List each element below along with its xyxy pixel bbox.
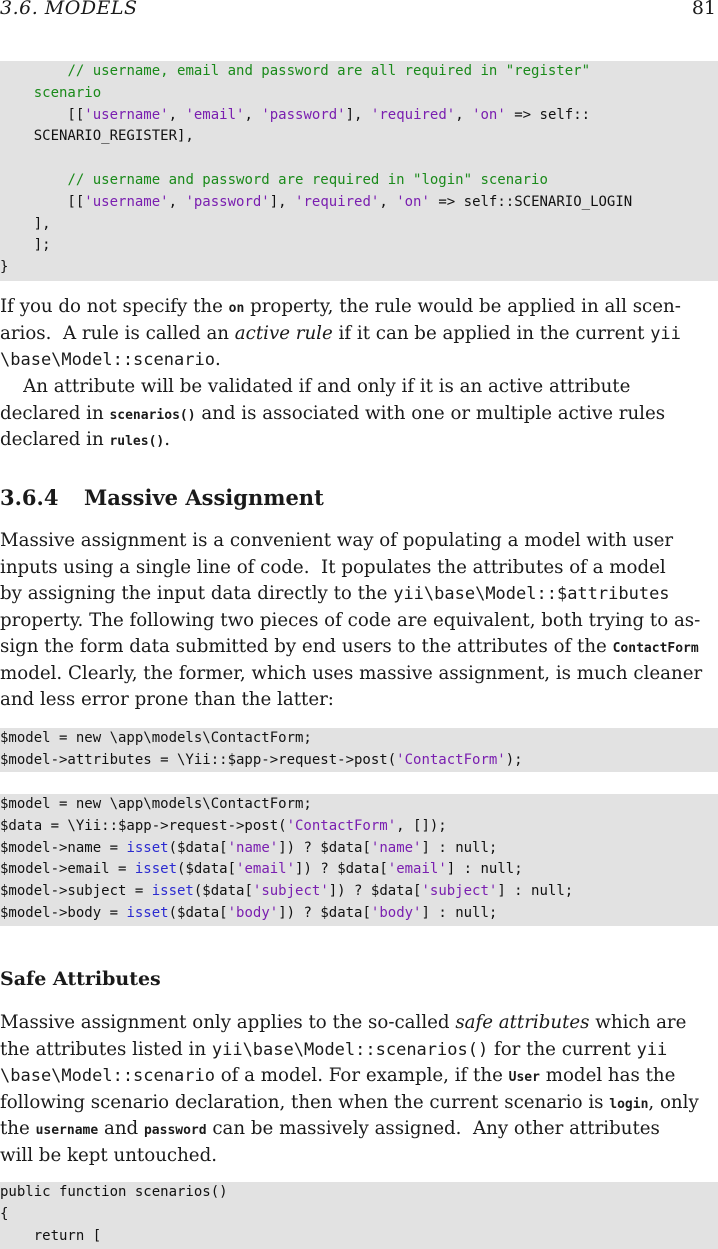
text-span: by assigning the input data directly to the bbox=[0, 583, 394, 604]
inline-code: login bbox=[609, 1096, 649, 1112]
inline-code: username bbox=[35, 1123, 99, 1138]
text-span: model has the bbox=[539, 1065, 676, 1086]
emphasis: safe attributes bbox=[455, 1012, 590, 1033]
inline-code: yii\base\Model::scenarios() bbox=[211, 1039, 489, 1060]
code-block-manual bbox=[0, 794, 718, 926]
inline-code: yii\base\Model::$attributes bbox=[393, 584, 670, 604]
text-line bbox=[0, 321, 718, 348]
text-line bbox=[0, 1090, 718, 1117]
code-line bbox=[0, 816, 718, 838]
text-span: and is associated with one or multiple active rules bbox=[195, 402, 666, 424]
inline-code: yii bbox=[636, 1039, 668, 1060]
text-span: ]) ? $data[ bbox=[278, 904, 371, 921]
code-string: 'required' bbox=[370, 106, 456, 123]
code-line bbox=[0, 105, 718, 127]
section-title: Massive Assignment bbox=[84, 485, 324, 510]
text-span: ] : null; bbox=[446, 861, 523, 878]
code-string: 'on' bbox=[396, 193, 430, 210]
text-span: $model = new \app\models\ContactForm; bbox=[0, 796, 312, 812]
code-string: 'password' bbox=[261, 106, 346, 123]
code-string: 'on' bbox=[472, 106, 506, 123]
text-span: => self:: bbox=[505, 106, 591, 123]
code-line bbox=[0, 148, 718, 170]
paragraph-massive-assignment bbox=[0, 528, 718, 714]
text-span: [[ bbox=[0, 106, 85, 123]
running-section-title: 3.6. MODELS bbox=[0, 0, 138, 19]
code-line bbox=[0, 903, 718, 925]
text-span: inputs using a single line of code. It populates the attributes of a model bbox=[0, 556, 666, 578]
code-string: 'body' bbox=[370, 904, 422, 921]
code-line bbox=[0, 61, 718, 83]
text-span: public function scenarios() bbox=[0, 1184, 228, 1200]
inline-code: User bbox=[508, 1070, 540, 1085]
code-keyword: isset bbox=[134, 861, 178, 878]
code-line bbox=[0, 794, 718, 816]
text-line bbox=[0, 608, 718, 635]
code-string: 'ContactForm' bbox=[396, 751, 506, 768]
text-span: . bbox=[164, 429, 171, 450]
text-span: the attributes listed in bbox=[0, 1038, 212, 1060]
text-span: ($data[ bbox=[193, 883, 253, 900]
text-span bbox=[0, 85, 34, 101]
code-line bbox=[0, 1204, 718, 1226]
text-span: ]) ? $data[ bbox=[295, 861, 388, 878]
text-span: ); bbox=[505, 751, 523, 768]
code-comment: // username, email and password are all required in "register" bbox=[67, 63, 591, 79]
code-string: 'name' bbox=[227, 839, 279, 856]
text-span: ], bbox=[0, 215, 51, 232]
text-span: , bbox=[379, 193, 397, 210]
code-string: 'email' bbox=[236, 861, 296, 878]
code-keyword: isset bbox=[126, 839, 169, 856]
text-span: ]) ? $data[ bbox=[328, 883, 422, 900]
text-line bbox=[0, 1063, 718, 1090]
code-string: 'email' bbox=[387, 861, 447, 878]
text-line bbox=[0, 374, 718, 401]
code-line bbox=[0, 1226, 718, 1248]
code-line bbox=[0, 192, 718, 214]
text-line bbox=[0, 427, 718, 454]
code-string: 'username' bbox=[84, 106, 169, 123]
text-span: declared in bbox=[0, 429, 110, 450]
code-comment: // username and password are required in "login" scenario bbox=[67, 171, 548, 188]
text-span: sign the form data submitted by end users to the attributes of the bbox=[0, 636, 613, 657]
code-string: 'body' bbox=[227, 904, 279, 921]
text-span: , []); bbox=[396, 817, 447, 834]
text-span: following scenario declaration, then when the current scenario is bbox=[0, 1091, 610, 1113]
text-span: ], bbox=[345, 106, 371, 123]
page-header bbox=[0, 0, 718, 20]
text-span: of a model. For example, if the bbox=[214, 1065, 509, 1086]
text-span: which are bbox=[589, 1012, 687, 1033]
code-line bbox=[0, 750, 718, 772]
text-span: ]) ? $data[ bbox=[278, 839, 371, 856]
text-span: the bbox=[0, 1118, 36, 1139]
subsection-heading: Safe Attributes bbox=[0, 968, 161, 990]
code-string: 'name' bbox=[370, 839, 422, 856]
text-span: ]; bbox=[0, 237, 51, 254]
text-span: $model = new \app\models\ContactForm; bbox=[0, 730, 312, 746]
code-line bbox=[0, 214, 718, 236]
emphasis: active rule bbox=[234, 322, 333, 344]
code-line bbox=[0, 859, 718, 881]
text-span: $data = \Yii::$app->request->post( bbox=[0, 817, 287, 834]
text-span: } bbox=[0, 259, 9, 276]
code-line bbox=[0, 126, 718, 148]
code-block-massive bbox=[0, 728, 718, 772]
text-span: property, the rule would be applied in all scen- bbox=[244, 296, 681, 317]
text-span: , bbox=[455, 106, 473, 123]
text-line bbox=[0, 555, 718, 582]
code-string: 'ContactForm' bbox=[286, 817, 397, 834]
text-span: declared in bbox=[0, 402, 110, 424]
text-span: $model->attributes = \Yii::$app->request->post( bbox=[0, 751, 397, 768]
text-span: => self::SCENARIO_LOGIN bbox=[429, 193, 633, 210]
text-span: If you do not specify the bbox=[0, 296, 229, 317]
inline-code: \base\Model::scenario bbox=[0, 1066, 215, 1086]
code-line bbox=[0, 257, 718, 279]
paragraph-active-attribute bbox=[0, 374, 718, 454]
text-span: ($data[ bbox=[168, 839, 228, 856]
text-span: for the current bbox=[488, 1038, 637, 1060]
text-line bbox=[0, 1037, 718, 1064]
inline-code: yii bbox=[650, 323, 681, 344]
code-string: 'required' bbox=[295, 193, 380, 210]
section-heading bbox=[0, 485, 324, 510]
text-span: will be kept untouched. bbox=[0, 1144, 217, 1166]
section-number: 3.6.4 bbox=[0, 485, 59, 510]
inline-code: \base\Model::scenario bbox=[0, 350, 215, 370]
text-span: [[ bbox=[0, 193, 85, 210]
code-string: 'subject' bbox=[421, 883, 498, 900]
text-line bbox=[0, 294, 718, 321]
text-line bbox=[0, 347, 718, 374]
text-span: $model->email = bbox=[0, 861, 135, 878]
code-line bbox=[0, 838, 718, 860]
paragraph-on-property bbox=[0, 294, 718, 374]
code-line bbox=[0, 1182, 718, 1204]
code-keyword: isset bbox=[126, 904, 169, 921]
text-span: SCENARIO_REGISTER], bbox=[0, 128, 194, 145]
inline-code: ContactForm bbox=[612, 641, 699, 656]
text-span: Massive assignment is a convenient way of populating a model with user bbox=[0, 530, 674, 551]
code-line bbox=[0, 235, 718, 257]
text-span: can be massively assigned. Any other attributes bbox=[206, 1118, 660, 1139]
text-line bbox=[0, 634, 718, 661]
text-span: return [ bbox=[0, 1227, 102, 1244]
code-keyword: isset bbox=[151, 883, 194, 900]
code-string: 'password' bbox=[185, 193, 270, 210]
text-span: $model->subject = bbox=[0, 883, 152, 900]
text-span: property. The following two pieces of code are equivalent, both trying to as- bbox=[0, 609, 701, 631]
text-span: , bbox=[168, 106, 186, 123]
code-string: 'username' bbox=[84, 193, 169, 210]
text-line bbox=[0, 1010, 718, 1037]
text-span: ] : null; bbox=[497, 883, 574, 900]
text-line bbox=[0, 401, 718, 428]
text-line bbox=[0, 1116, 718, 1143]
text-span: ($data[ bbox=[168, 904, 228, 921]
inline-code: rules() bbox=[109, 434, 165, 449]
text-span: ($data[ bbox=[177, 861, 237, 878]
text-span: ] : null; bbox=[421, 839, 498, 856]
text-span: , bbox=[244, 106, 262, 123]
paragraph-safe-attributes bbox=[0, 1010, 718, 1169]
text-span: { bbox=[0, 1205, 9, 1222]
inline-code: password bbox=[143, 1123, 207, 1138]
text-line bbox=[0, 661, 718, 688]
code-line bbox=[0, 170, 718, 192]
code-comment: scenario bbox=[33, 84, 102, 101]
text-span: An attribute will be validated if and only if it is an active attribute bbox=[0, 376, 631, 397]
code-block-scenarios bbox=[0, 1182, 718, 1249]
code-line bbox=[0, 881, 718, 903]
inline-code: on bbox=[228, 301, 245, 316]
page-number: 81 bbox=[691, 0, 716, 19]
text-span: and bbox=[98, 1118, 144, 1139]
text-span: . bbox=[214, 349, 221, 370]
text-line bbox=[0, 687, 718, 714]
text-span bbox=[0, 172, 67, 188]
text-span: Massive assignment only applies to the so-called bbox=[0, 1012, 456, 1033]
text-line bbox=[0, 528, 718, 555]
text-span: , bbox=[168, 193, 186, 210]
code-block-rules bbox=[0, 61, 718, 281]
code-string: 'subject' bbox=[252, 883, 329, 900]
text-span: and less error prone than the latter: bbox=[0, 689, 334, 710]
text-span bbox=[0, 63, 67, 79]
text-line bbox=[0, 581, 718, 608]
text-span: ], bbox=[269, 193, 296, 210]
text-span: model. Clearly, the former, which uses massive assignment, is much cleaner bbox=[0, 662, 703, 684]
text-span: , only bbox=[648, 1091, 699, 1113]
text-line bbox=[0, 1143, 718, 1170]
text-span: $model->name = bbox=[0, 839, 127, 856]
text-span: ] : null; bbox=[421, 904, 498, 921]
code-line bbox=[0, 83, 718, 105]
text-span: arios. A rule is called an bbox=[0, 322, 235, 344]
text-span: if it can be applied in the current bbox=[332, 322, 651, 344]
inline-code: scenarios() bbox=[109, 407, 196, 423]
code-line bbox=[0, 728, 718, 750]
text-span: $model->body = bbox=[0, 904, 127, 921]
code-string: 'email' bbox=[185, 106, 245, 123]
